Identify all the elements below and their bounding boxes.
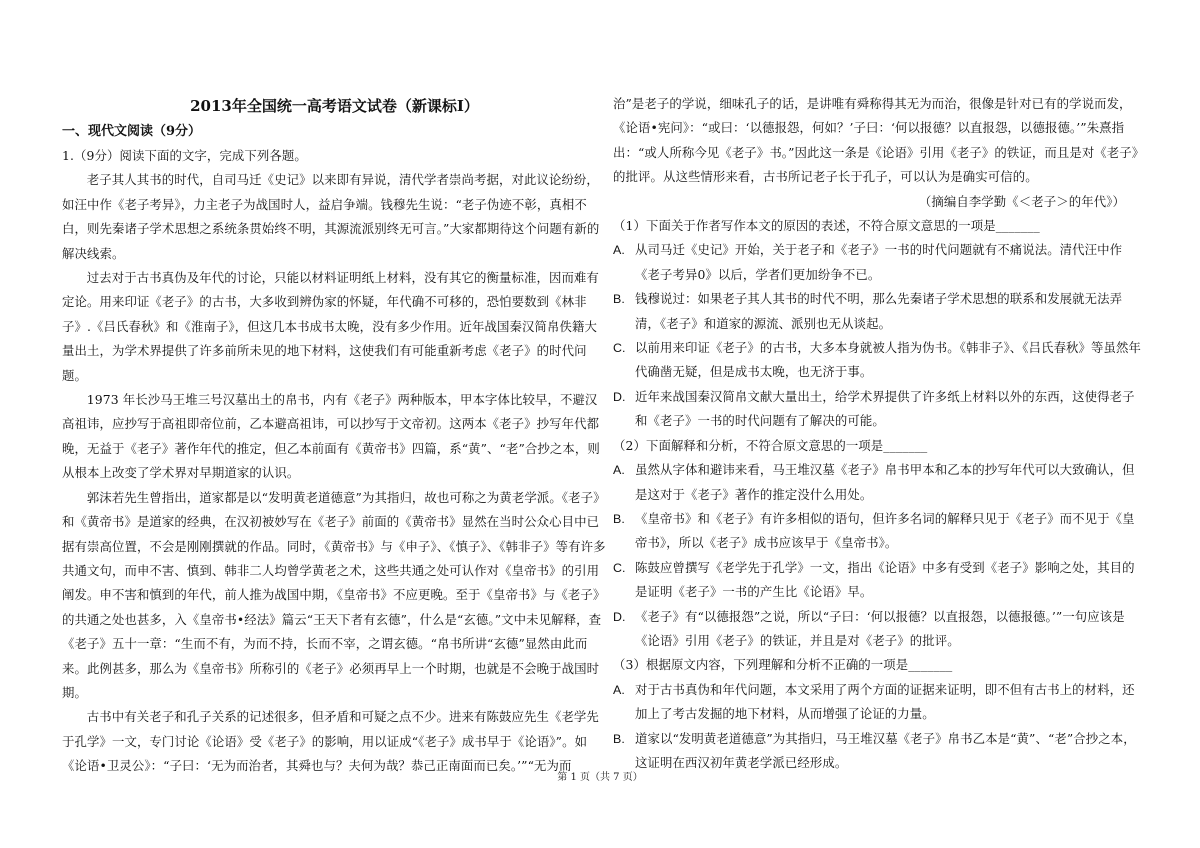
option-text: 虽然从字体和避讳来看，马王堆汉墓《老子》帛书甲本和乙本的抄写年代可以大致确认，但是这对于《老子》著作的推定没什么用处。 <box>635 462 1135 502</box>
source-attribution: （摘编自李学勤《＜老子＞的年代》） <box>918 193 1125 209</box>
left-column <box>62 92 607 779</box>
option-label: D. <box>613 609 626 624</box>
question-intro: 1.（9分）阅读下面的文字，完成下列各题。 <box>62 148 307 163</box>
question-stem: （2）下面解释和分析，不符合原文意思的一项是_______ <box>613 437 928 453</box>
passage-paragraph: 1973 年长沙马王堆三号汉墓出土的帛书，内有《老子》两种版本，甲本字体比较早，不避汉高祖讳，应抄写于高祖即帝位前，乙本避高祖讳，可以抄写于文帝初。这两本《老子》抄写年代都晚，无益于《老子》著作年代的推定，但乙本前面有《黄帝书》四篇，系“黄”、“老”合抄之本，则从根本上改变了学术界对早期道家的认识。 <box>62 392 600 481</box>
passage-paragraph-part1: 古书中有关老子和孔子关系的记述很多，但矛盾和可疑之点不少。进来有陈鼓应先生《老学先于孔学》一文，专门讨论《论语》受《老子》的影响，用以证成“《老子》成书早于《论语》”。如《论语•卫灵公》：“子曰：‘无为而治者，其舜也与？夫何为哉？恭己正南面而已矣。’”“无为而 <box>62 709 599 774</box>
passage-paragraph-part2: 治”是老子的学说，细味孔子的话，是讲唯有舜称得其无为而治，很像是针对已有的学说而发，《论语•宪问》：“或曰：‘以德报怨，何如？’子曰：‘何以报德？以直报怨，以德报德。’”朱熹指出：“或人所称今见《老子》书。”因此这一条是《论语》引用《老子》的铁证，而且是对《老子》的批评。从这些情形来看，古书所记老子长于孔子，可以认为是确实可信的。 <box>613 96 1139 185</box>
option-d <box>613 385 1143 434</box>
option-c <box>613 336 1143 385</box>
option-text: 道家以“发明黄老道德意”为其指归，马王堆汉墓《老子》帛书乙本是“黄”、“老”合抄之本，这证明在西汉初年黄老学派已经形成。 <box>635 730 1136 770</box>
right-column <box>613 92 1143 775</box>
option-label: B. <box>613 292 625 307</box>
question-stem: （3）根据原文内容，下列理解和分析不正确的一项是_______ <box>613 657 953 673</box>
option-a <box>613 678 1143 727</box>
option-text: 以前用来印证《老子》的古书，大多本身就被人指为伪书。《韩非子》、《吕氏春秋》等虽然年代确凿无疑，但是成书太晚，也无济于事。 <box>635 340 1142 380</box>
page-title: 2013年全国统一高考语文试卷（新课标Ⅰ） <box>190 97 479 115</box>
section-heading: 一、现代文阅读（9分） <box>62 124 202 139</box>
option-label: B. <box>613 511 625 526</box>
option-text: 钱穆说过：如果老子其人其书的时代不明，那么先秦诸子学术思想的联系和发展就无法弄清，《老子》和道家的源流、派别也无从谈起。 <box>635 291 1123 331</box>
passage-paragraph: 郭沫若先生曾指出，道家都是以“发明黄老道德意”为其指归，故也可称之为黄老学派。《老子》和《黄帝书》是道家的经典，在汉初被妙写在《老子》前面的《黄帝书》显然在当时公众心目中已据有崇高位置，不会是刚刚撰就的作品。同时，《黄帝书》与《申子》、《慎子》、《韩非子》等有许多共通文句，而申不害、慎到、韩非二人均曾学黄老之术，这些共通之处可认作对《皇帝书》的引用阐发。申不害和慎到的年代，前人推为战国中期，《皇帝书》不应更晚。至于《皇帝书》与《老子》的共通之处也甚多，入《皇帝书•经法》篇云“王天下者有玄德”，什么是“玄德。”文中未见解释，查《老子》五十一章：“生而不有，为而不持，长而不宰，之谓玄德。“帛书所讲“玄德”显然由此而来。此例甚多，那么为《皇帝书》所称引的《老子》必须再早上一个时期，也就是不会晚于战国时期。 <box>62 489 606 700</box>
option-label: A. <box>613 463 625 478</box>
option-c <box>613 556 1143 605</box>
option-a <box>613 458 1143 507</box>
option-b <box>613 287 1143 336</box>
option-label: B. <box>613 731 625 746</box>
option-text: 从司马迁《史记》开始，关于老子和《老子》一书的时代问题就有不痛说法。清代汪中作《老子考异0》以后，学者们更加纷争不已。 <box>635 242 1123 282</box>
question-stem: （1）下面关于作者写作本文的原因的表述，不符合原文意思的一项是_______ <box>613 218 1040 234</box>
option-label: A. <box>613 243 625 258</box>
passage-paragraph: 老子其人其书的时代，自司马迁《史记》以来即有异说，清代学者崇尚考据，对此议论纷纷，如汪中作《老子考异》，力主老子为战国时人，益启争端。钱穆先生说：“老子伪迹不彰，真相不白，则先秦诸子学术思想之系统条贯始终不明，其源流派别终无可言。”大家都期待这个问题有新的解决线索。 <box>62 172 600 261</box>
option-b <box>613 727 1143 776</box>
option-text: 《皇帝书》和《老子》有许多相似的语句，但许多名词的解释只见于《老子》而不见于《皇帝书》，所以《老子》成书应该早于《皇帝书》。 <box>635 510 1135 551</box>
option-label: C. <box>613 341 626 356</box>
passage-paragraph: 过去对于古书真伪及年代的讨论，只能以材料证明纸上材料，没有其它的衡量标准，因而难有定论。用来印证《老子》的古书，大多收到辨伪家的怀疑，年代确不可移的，恐怕要数到《林非子》.《吕氏春秋》和《淮南子》，但这几本书成书太晚，没有多少作用。近年战国秦汉简帛佚籍大量出土，为学术界提供了许多前所未见的地下材料，这使我们有可能重新考虑《老子》的时代问题。 <box>62 270 599 383</box>
option-a <box>613 238 1143 287</box>
option-text: 《老子》有“以德报怨”之说，所以“子曰：‘何以报德？以直报怨，以德报德。’”一句应该是《论语》引用《老子》的铁证，并且是对《老子》的批评。 <box>635 608 1125 648</box>
option-text: 对于古书真伪和年代问题，本文采用了两个方面的证据来证明，即不但有古书上的材料，还加上了考古发掘的地下材料，从而增强了论证的力量。 <box>635 681 1135 722</box>
option-b <box>613 507 1143 556</box>
option-label: A. <box>613 682 625 697</box>
option-label: D. <box>613 389 626 404</box>
option-text: 陈鼓应曾撰写《老学先于孔学》一文，指出《论语》中多有受到《老子》影响之处，其目的是证明《老子》一书的产生比《论语》早。 <box>635 559 1135 600</box>
option-d <box>613 605 1143 654</box>
option-label: C. <box>613 560 626 575</box>
page-footer: 第 1 页（共 7 页） <box>557 772 643 783</box>
option-text: 近年来战国秦汉简帛文献大量出土，给学术界提供了许多纸上材料以外的东西，这使得老子和《老子》一书的时代问题有了解决的可能。 <box>635 388 1135 429</box>
